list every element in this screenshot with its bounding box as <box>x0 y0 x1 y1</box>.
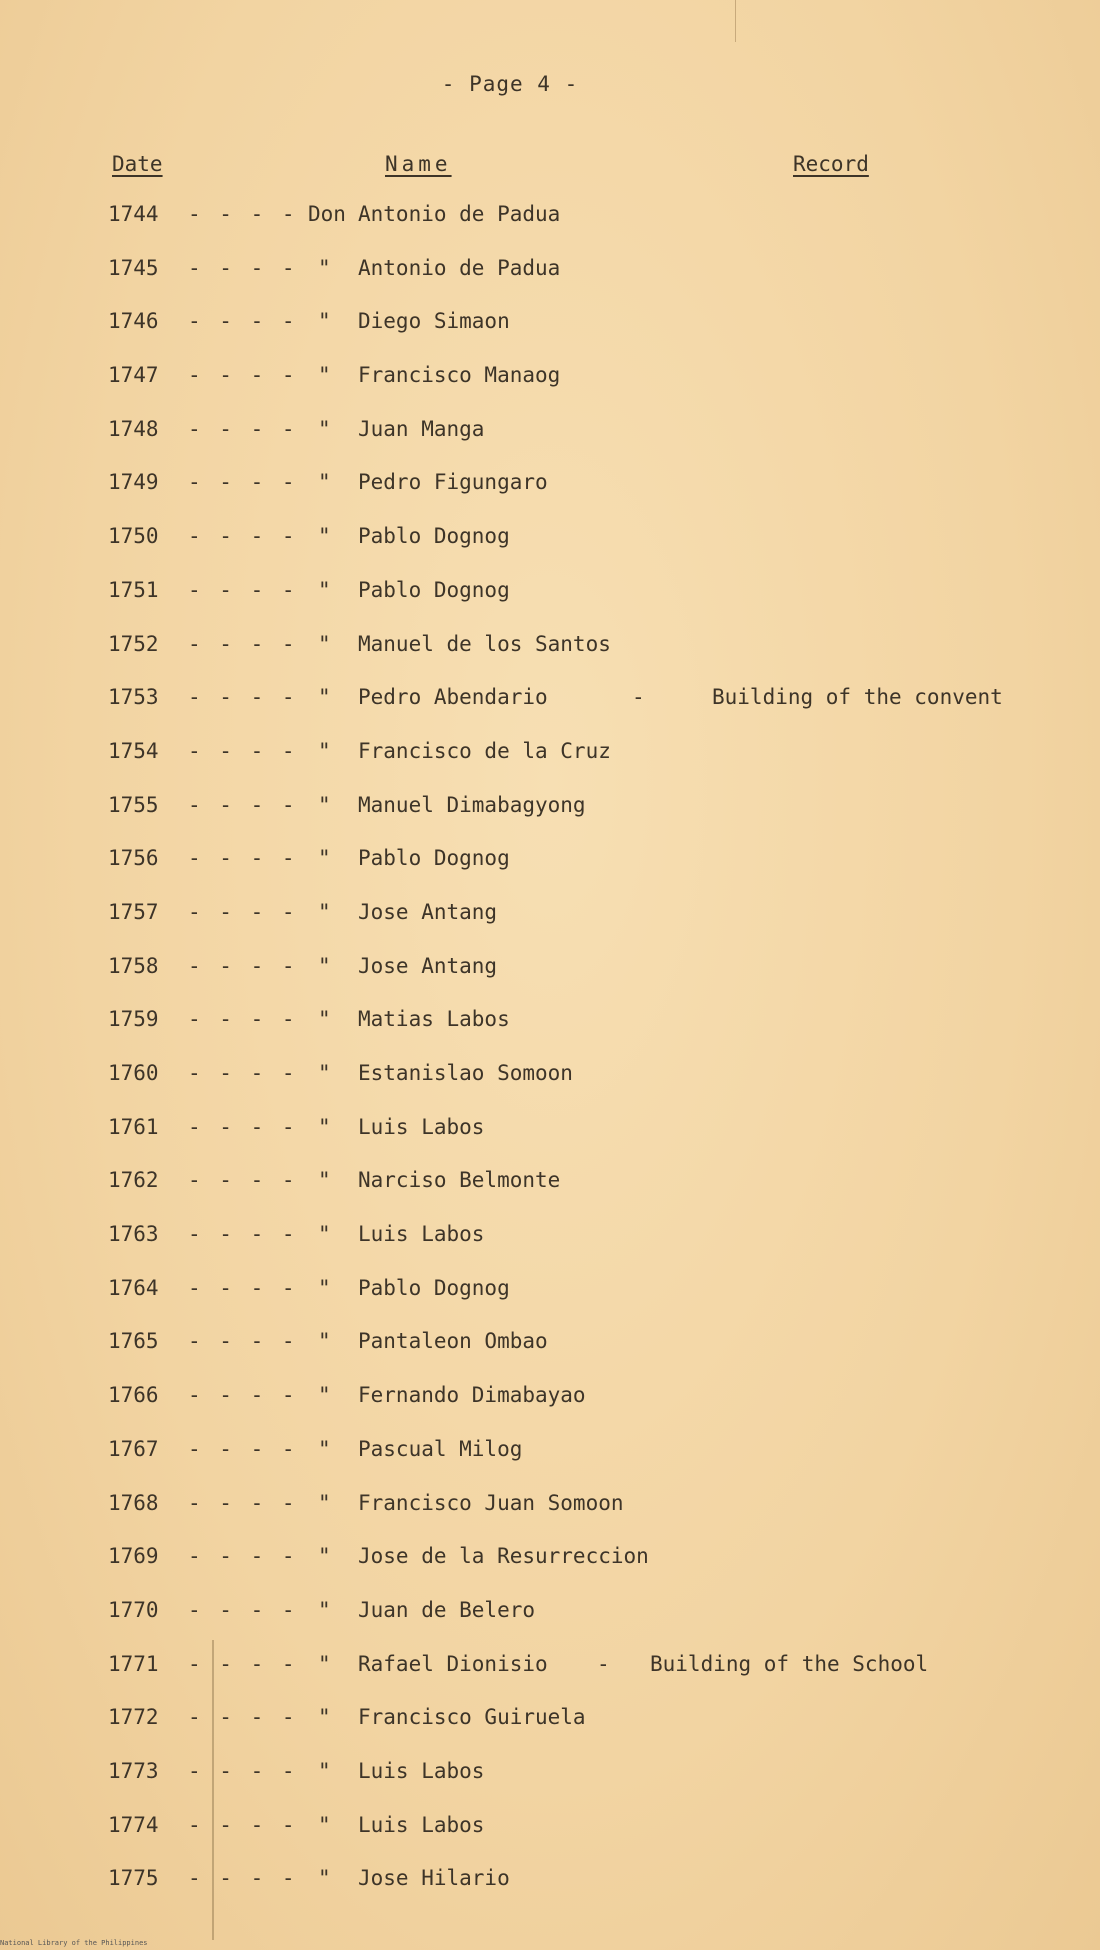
row-dashes: - - - - <box>188 309 298 334</box>
list-item <box>0 1222 1100 1276</box>
row-name: Manuel Dimabagyong <box>358 792 586 817</box>
row-year: 1769 <box>108 1544 159 1569</box>
list-item <box>0 793 1100 847</box>
row-name: Pablo Dognog <box>358 524 510 549</box>
row-year: 1755 <box>108 792 159 817</box>
row-prefix: " <box>318 631 331 656</box>
row-dashes: - - - - <box>188 846 298 871</box>
row-dashes: - - - - <box>188 1490 298 1515</box>
row-year: 1758 <box>108 953 159 978</box>
row-prefix: " <box>318 1168 331 1193</box>
footer-library: National Library of the Philippines <box>0 1939 148 1947</box>
list-item <box>0 1437 1100 1491</box>
row-prefix: " <box>318 470 331 495</box>
row-year: 1773 <box>108 1758 159 1783</box>
row-prefix: " <box>318 846 331 871</box>
header-name: Name <box>385 152 452 176</box>
row-record: Building of the convent <box>712 685 1003 710</box>
list-item <box>0 1813 1100 1867</box>
row-name: Pedro Abendario <box>358 685 548 710</box>
list-item <box>0 1276 1100 1330</box>
header-date: Date <box>112 152 163 176</box>
row-record: Building of the School <box>650 1651 929 1676</box>
row-name: Luis Labos <box>358 1222 485 1247</box>
row-name: Pablo Dognog <box>358 1275 510 1300</box>
row-name: Francisco Juan Somoon <box>358 1490 624 1515</box>
row-name: Rafael Dionisio <box>358 1651 548 1676</box>
paper-tear <box>735 0 796 42</box>
row-name: Pantaleon Ombao <box>358 1329 548 1354</box>
row-year: 1768 <box>108 1490 159 1515</box>
row-name: Luis Labos <box>358 1758 485 1783</box>
row-dashes: - - - - <box>188 1329 298 1354</box>
row-dashes: - - - - <box>188 1114 298 1139</box>
row-dashes: - - - - <box>188 899 298 924</box>
row-dashes: - - - - <box>188 1705 298 1730</box>
row-year: 1754 <box>108 738 159 763</box>
row-name: Matias Labos <box>358 1007 510 1032</box>
list-item <box>0 954 1100 1008</box>
row-prefix: " <box>318 1866 331 1891</box>
list-item <box>0 1866 1100 1920</box>
row-name: Francisco Guiruela <box>358 1705 586 1730</box>
row-year: 1775 <box>108 1866 159 1891</box>
header-record: Record <box>793 152 869 176</box>
row-separator: - <box>597 1651 610 1676</box>
row-prefix: " <box>318 1490 331 1515</box>
row-name: Antonio de Padua <box>358 202 561 226</box>
row-dashes: - - - - <box>188 631 298 656</box>
row-dashes: - - - - <box>188 416 298 441</box>
row-dashes: - - - - <box>188 1275 298 1300</box>
list-item <box>0 363 1100 417</box>
row-year: 1757 <box>108 899 159 924</box>
row-name: Juan de Belero <box>358 1597 536 1622</box>
row-prefix: " <box>318 1007 331 1032</box>
row-year: 1772 <box>108 1705 159 1730</box>
row-year: 1748 <box>108 416 159 441</box>
list-item <box>0 202 1100 256</box>
row-year: 1753 <box>108 685 159 710</box>
paper-crease <box>212 1640 214 1940</box>
row-prefix: " <box>318 1222 331 1247</box>
list-item <box>0 1759 1100 1813</box>
row-dashes: - - - - <box>188 524 298 549</box>
row-prefix: " <box>318 1383 331 1408</box>
row-dashes: - - - - <box>188 1383 298 1408</box>
row-prefix: " <box>318 1329 331 1354</box>
list-item <box>0 1705 1100 1759</box>
row-name: Pablo Dognog <box>358 846 510 871</box>
row-prefix: " <box>318 255 331 280</box>
list-item <box>0 1329 1100 1383</box>
row-dashes: - - - - <box>188 470 298 495</box>
row-year: 1744 <box>108 202 159 226</box>
row-year: 1763 <box>108 1222 159 1247</box>
row-year: 1766 <box>108 1383 159 1408</box>
row-prefix: " <box>318 1275 331 1300</box>
row-name: Antonio de Padua <box>358 255 561 280</box>
list-item <box>0 1007 1100 1061</box>
row-prefix: " <box>318 363 331 388</box>
row-prefix: " <box>318 953 331 978</box>
row-prefix: " <box>318 1758 331 1783</box>
row-prefix: " <box>318 1651 331 1676</box>
row-year: 1774 <box>108 1812 159 1837</box>
list-item <box>0 524 1100 578</box>
row-prefix: " <box>318 1436 331 1461</box>
row-year: 1749 <box>108 470 159 495</box>
row-prefix: " <box>318 524 331 549</box>
list-item <box>0 470 1100 524</box>
row-prefix: " <box>318 1114 331 1139</box>
row-name: Pedro Figungaro <box>358 470 548 495</box>
row-name: Fernando Dimabayao <box>358 1383 586 1408</box>
row-name: Francisco Manaog <box>358 363 561 388</box>
row-dashes: - - - - <box>188 1597 298 1622</box>
row-year: 1760 <box>108 1061 159 1085</box>
list-item <box>0 1383 1100 1437</box>
list-item <box>0 1061 1100 1115</box>
row-name: Diego Simaon <box>358 309 510 334</box>
list-item <box>0 1652 1100 1706</box>
row-prefix: " <box>318 1812 331 1837</box>
row-year: 1764 <box>108 1275 159 1300</box>
row-dashes: - - - - <box>188 1007 298 1032</box>
row-prefix: " <box>318 1061 331 1085</box>
row-name: Jose Hilario <box>358 1866 510 1891</box>
row-year: 1750 <box>108 524 159 549</box>
row-dashes: - - - - <box>188 685 298 710</box>
row-dashes: - - - - <box>188 1544 298 1569</box>
row-dashes: - - - - <box>188 1651 298 1676</box>
row-dashes: - - - - <box>188 1061 298 1085</box>
row-dashes: - - - - <box>188 1436 298 1461</box>
row-year: 1770 <box>108 1597 159 1622</box>
list-item <box>0 578 1100 632</box>
row-name: Juan Manga <box>358 416 485 441</box>
row-name: Pascual Milog <box>358 1436 523 1461</box>
row-prefix: " <box>318 577 331 602</box>
row-dashes: - - - - <box>188 953 298 978</box>
row-year: 1761 <box>108 1114 159 1139</box>
page-title: - Page 4 - <box>441 72 579 96</box>
list-item <box>0 632 1100 686</box>
row-dashes: - - - - <box>188 1812 298 1837</box>
row-name: Francisco de la Cruz <box>358 738 611 763</box>
list-item <box>0 846 1100 900</box>
list-item <box>0 309 1100 363</box>
row-year: 1765 <box>108 1329 159 1354</box>
record-list <box>0 202 1100 1920</box>
row-dashes: - - - - <box>188 363 298 388</box>
row-dashes: - - - - <box>188 202 298 226</box>
row-prefix: " <box>318 685 331 710</box>
list-item <box>0 900 1100 954</box>
row-year: 1752 <box>108 631 159 656</box>
row-name: Luis Labos <box>358 1114 485 1139</box>
row-name: Luis Labos <box>358 1812 485 1837</box>
row-prefix: " <box>318 792 331 817</box>
row-dashes: - - - - <box>188 255 298 280</box>
row-prefix: " <box>318 899 331 924</box>
list-item <box>0 685 1100 739</box>
list-item <box>0 256 1100 310</box>
row-year: 1762 <box>108 1168 159 1193</box>
row-prefix: " <box>318 1705 331 1730</box>
row-year: 1771 <box>108 1651 159 1676</box>
row-name: Jose Antang <box>358 899 498 924</box>
row-dashes: - - - - <box>188 1222 298 1247</box>
row-dashes: - - - - <box>188 1168 298 1193</box>
list-item <box>0 739 1100 793</box>
list-item <box>0 1598 1100 1652</box>
row-name: Narciso Belmonte <box>358 1168 561 1193</box>
list-item <box>0 1491 1100 1545</box>
row-name: Estanislao Somoon <box>358 1061 573 1085</box>
list-item <box>0 1115 1100 1169</box>
row-prefix: " <box>318 309 331 334</box>
row-dashes: - - - - <box>188 792 298 817</box>
row-year: 1756 <box>108 846 159 871</box>
row-dashes: - - - - <box>188 1758 298 1783</box>
row-prefix: " <box>318 416 331 441</box>
row-dashes: - - - - <box>188 1866 298 1891</box>
row-year: 1745 <box>108 255 159 280</box>
row-prefix: Don <box>308 202 346 226</box>
row-dashes: - - - - <box>188 738 298 763</box>
list-item <box>0 1168 1100 1222</box>
row-name: Manuel de los Santos <box>358 631 611 656</box>
row-name: Pablo Dognog <box>358 577 510 602</box>
row-name: Jose Antang <box>358 953 498 978</box>
list-item <box>0 417 1100 471</box>
row-year: 1746 <box>108 309 159 334</box>
row-dashes: - - - - <box>188 577 298 602</box>
row-separator: - <box>632 685 645 710</box>
row-prefix: " <box>318 1597 331 1622</box>
row-prefix: " <box>318 1544 331 1569</box>
row-prefix: " <box>318 738 331 763</box>
row-name: Jose de la Resurreccion <box>358 1544 649 1569</box>
row-year: 1751 <box>108 577 159 602</box>
row-year: 1759 <box>108 1007 159 1032</box>
row-year: 1767 <box>108 1436 159 1461</box>
list-item <box>0 1544 1100 1598</box>
row-year: 1747 <box>108 363 159 388</box>
